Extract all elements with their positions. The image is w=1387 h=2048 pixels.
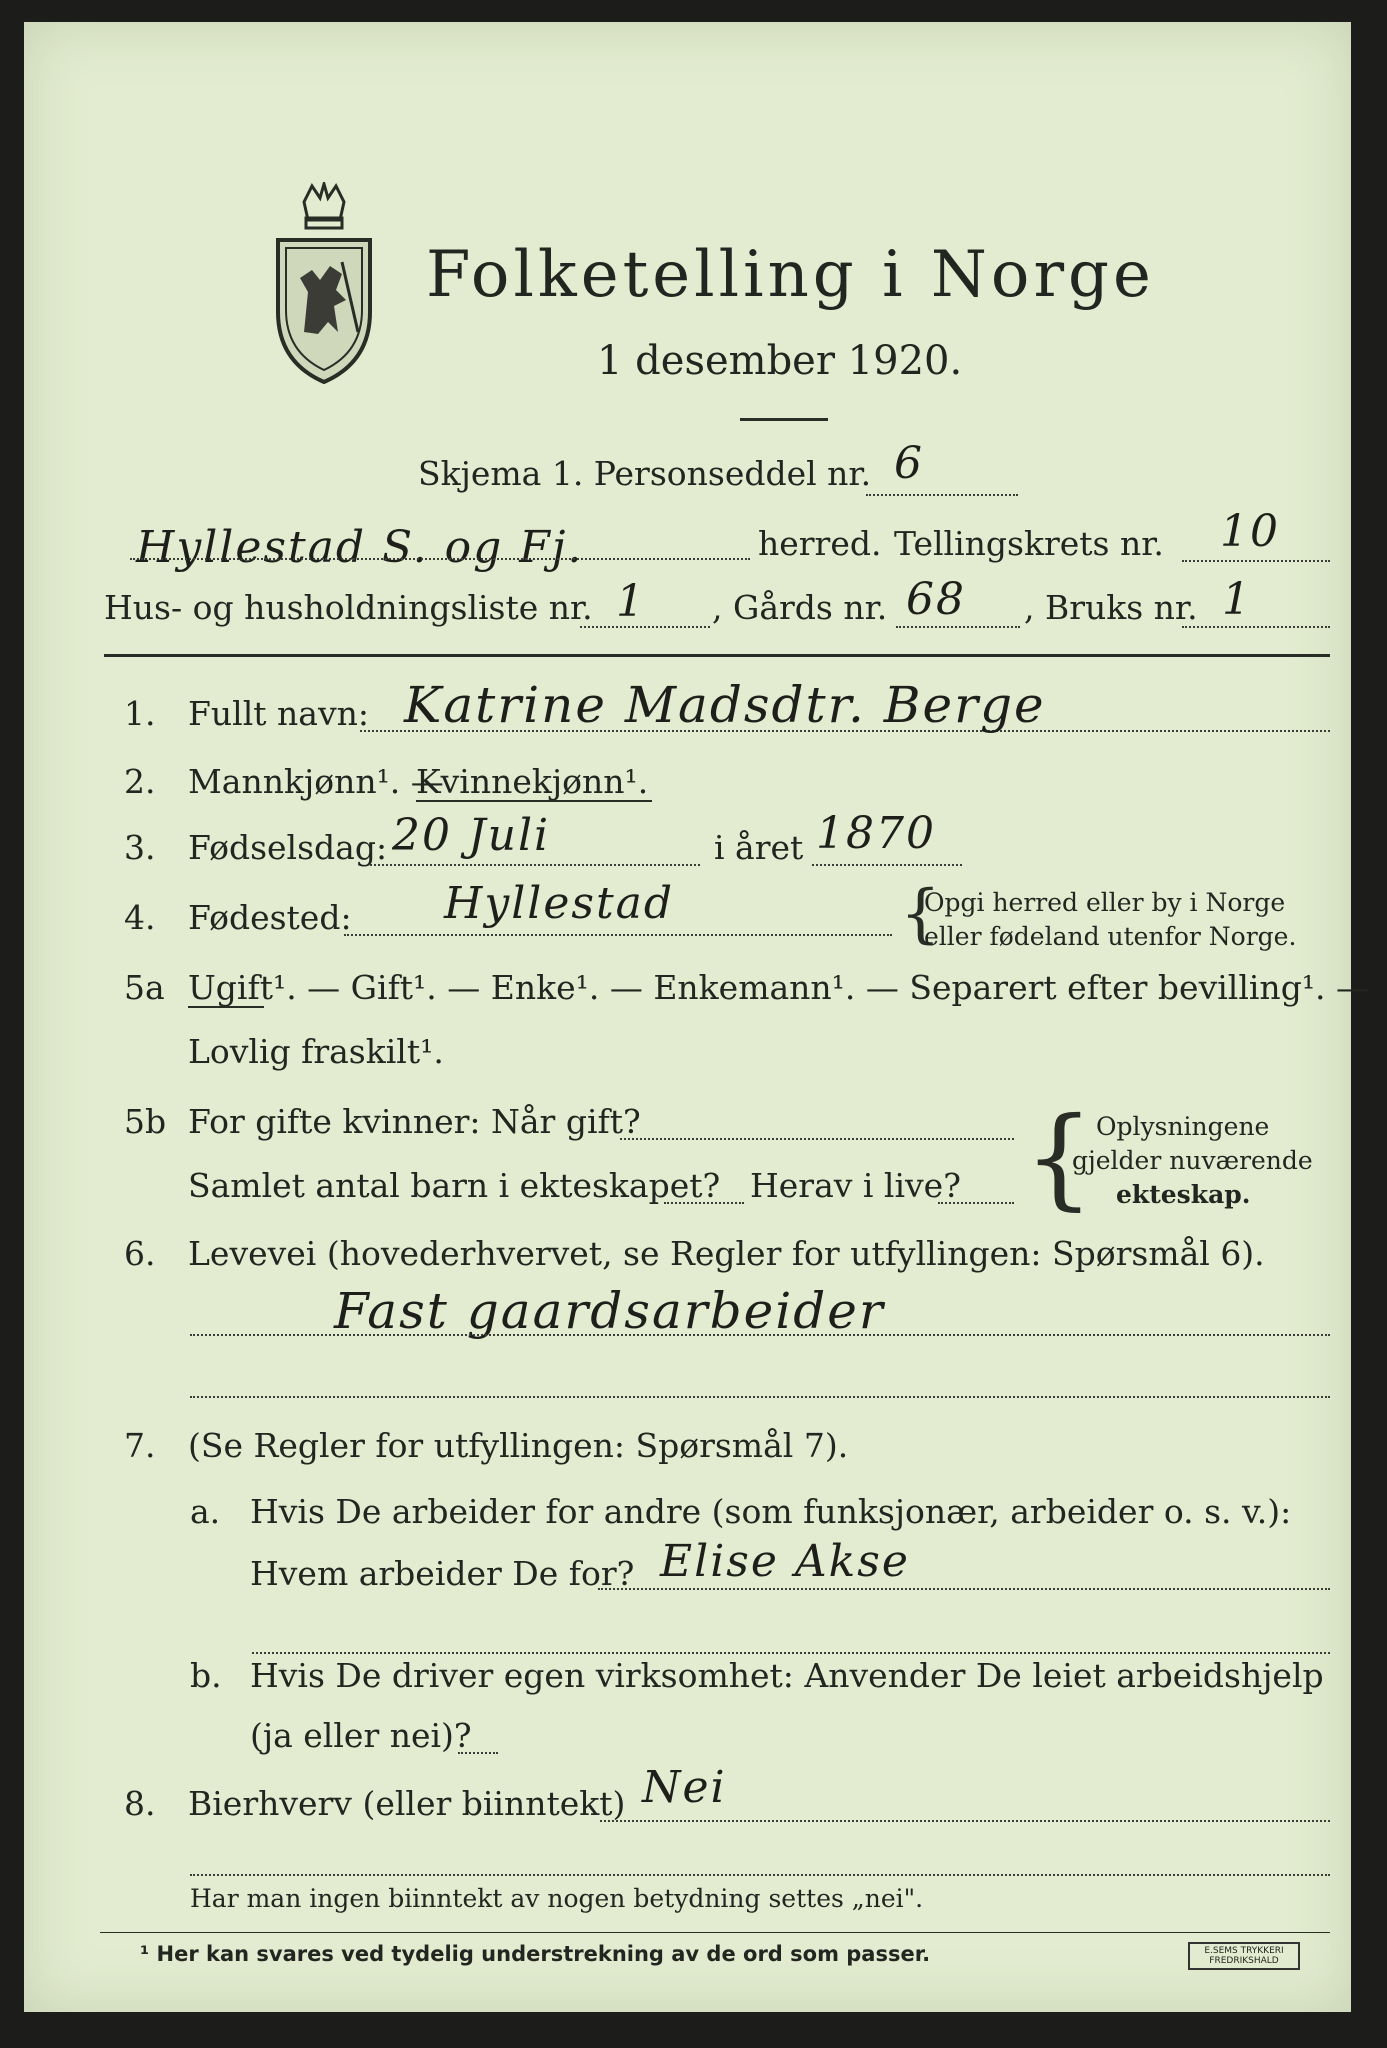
q7a-text: Hvis De arbeider for andre (som funksjonær, arbeider o. s. v.): (250, 1492, 1292, 1531)
census-form-page (24, 22, 1370, 2012)
q3-label: Fødselsdag: (188, 828, 388, 867)
norwegian-coat-of-arms-icon (264, 182, 384, 394)
stamp-line-1: E.SEMS TRYKKERI (1204, 1946, 1284, 1956)
q4-note-2: eller fødeland utenfor Norge. (924, 922, 1297, 951)
q3-year-label: i året (714, 828, 804, 867)
farm-number-line (896, 626, 1020, 628)
footnote: ¹ Her kan svares ved tydelig understrekning av de ord som passer. (140, 1942, 931, 1966)
q5a-options-cont: Lovlig fraskilt¹. (188, 1032, 444, 1071)
q5b-number: 5b (124, 1102, 167, 1141)
holding-number-line (1182, 626, 1330, 628)
municipality-label: herred. (758, 524, 882, 563)
side-income-value: Nei (642, 1762, 727, 1813)
birth-year-value: 1870 (816, 808, 936, 859)
employer-value: Elise Akse (660, 1536, 910, 1587)
q7-label: (Se Regler for utfyllingen: Spørsmål 7). (188, 1426, 849, 1465)
q7b-line (458, 1752, 498, 1754)
unmarried-underline (188, 1006, 264, 1008)
header-rule (104, 654, 1330, 657)
census-district-line (1182, 560, 1330, 562)
q5b-note-1: Oplysningene (1096, 1112, 1270, 1141)
census-district-label: Tellingskrets nr. (894, 524, 1164, 563)
q5b-brace: { (1024, 1093, 1094, 1221)
q8-number: 8. (124, 1784, 156, 1823)
q3-date-line (370, 864, 700, 866)
q5b-note-2: gjelder nuværende (1072, 1146, 1313, 1175)
printer-stamp (1188, 1942, 1300, 1970)
holding-number-value: 1 (1222, 574, 1252, 625)
q5b-note-3: ekteskap. (1116, 1180, 1251, 1209)
q7b-text: Hvis De driver egen virksomhet: Anvender De leiet arbeidshjelp (250, 1656, 1324, 1695)
q2-male: Mannkjønn¹. — (188, 762, 444, 801)
q5b-label-1: For gifte kvinner: Når gift? (188, 1102, 641, 1141)
farm-number-label: , Gårds nr. (712, 588, 888, 627)
q7a-line-1 (598, 1588, 1330, 1590)
q4-label: Fødested: (188, 898, 352, 937)
q5a-options: Ugift¹. — Gift¹. — Enke¹. — Enkemann¹. — Separert efter bevilling¹. — (188, 968, 1370, 1007)
schema-label: Skjema 1. Personseddel nr. (418, 454, 872, 493)
q2-female: Kvinnekjønn¹. (416, 762, 649, 801)
q8-line-2 (190, 1874, 1330, 1876)
q5b-line-2 (664, 1202, 744, 1204)
q4-number: 4. (124, 898, 156, 937)
q7a-line-2 (252, 1652, 1330, 1654)
q5a-number: 5a (124, 968, 165, 1007)
q5b-line-3 (938, 1202, 1014, 1204)
q6-line-2 (190, 1396, 1330, 1398)
form-date: 1 desember 1920. (597, 338, 963, 384)
full-name-value: Katrine Madsdtr. Berge (404, 676, 1046, 734)
stamp-line-2: FREDRIKSHALD (1209, 1956, 1279, 1966)
municipality-value: Hyllestad S. og Fj. (136, 522, 584, 573)
occupation-value: Fast gaardsarbeider (334, 1282, 885, 1340)
q7-number: 7. (124, 1426, 156, 1465)
q2-number: 2. (124, 762, 156, 801)
q6-line-1 (190, 1334, 1330, 1336)
farm-number-value: 68 (906, 574, 966, 625)
q5b-line-1 (620, 1138, 1014, 1140)
household-list-label: Hus- og husholdningsliste nr. (104, 588, 593, 627)
q7b-letter: b. (190, 1656, 222, 1695)
q7b-question: (ja eller nei)? (250, 1716, 472, 1755)
q4-note-1: Opgi herred eller by i Norge (924, 888, 1286, 917)
person-slip-number-line (866, 494, 1018, 496)
household-list-value: 1 (616, 576, 646, 627)
municipality-line (130, 558, 750, 560)
q8-label: Bierhverv (eller biinntekt) (188, 1784, 626, 1823)
holding-number-label: , Bruks nr. (1024, 588, 1198, 627)
title-divider (740, 418, 828, 421)
q4-line (344, 934, 892, 936)
q1-number: 1. (124, 694, 156, 733)
q8-line-1 (600, 1820, 1330, 1822)
birthplace-value: Hyllestad (444, 878, 675, 929)
q3-year-line (812, 864, 962, 866)
birth-date-value: 20 Juli (392, 810, 551, 861)
q5b-label-2: Samlet antal barn i ekteskapet? (188, 1166, 721, 1205)
footnote-rule (100, 1932, 1330, 1933)
form-title: Folketelling i Norge (426, 238, 1155, 312)
q7a-letter: a. (190, 1492, 221, 1531)
female-underline (416, 800, 652, 802)
q8-note: Har man ingen biinntekt av nogen betydning settes „nei". (190, 1884, 924, 1913)
q5b-label-3: Herav i live? (750, 1166, 961, 1205)
census-district-value: 10 (1220, 506, 1280, 557)
q1-label: Fullt navn: (188, 694, 369, 733)
q4-brace: { (900, 877, 941, 951)
q6-label: Levevei (hovederhvervet, se Regler for utfyllingen: Spørsmål 6). (188, 1234, 1265, 1273)
q6-number: 6. (124, 1234, 156, 1273)
q7a-question: Hvem arbeider De for? (250, 1554, 635, 1593)
q3-number: 3. (124, 828, 156, 867)
person-slip-number: 6 (894, 438, 924, 489)
